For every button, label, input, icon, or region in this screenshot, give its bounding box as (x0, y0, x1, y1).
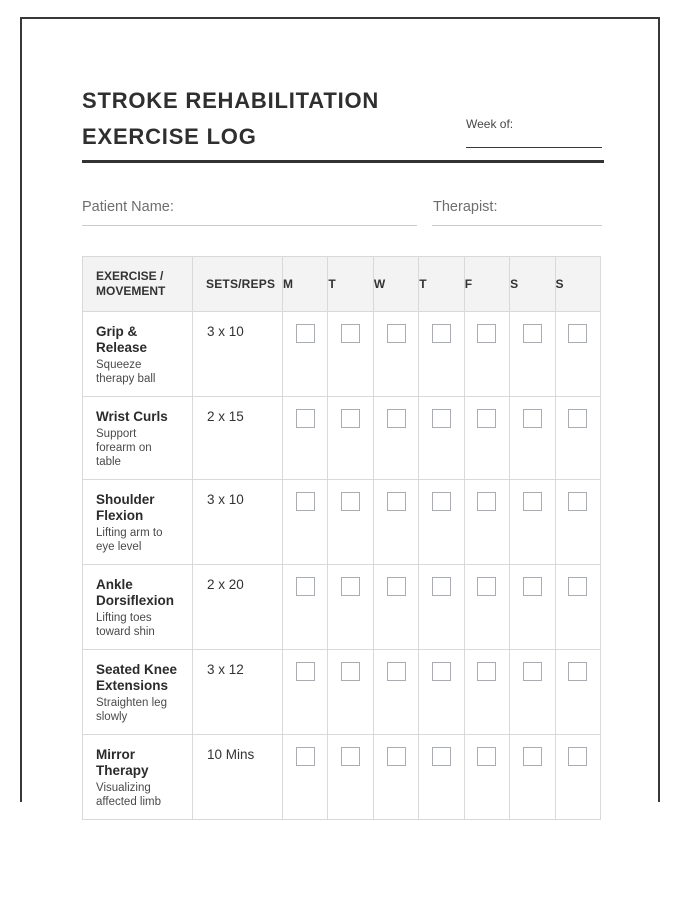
day-checkbox[interactable] (432, 324, 451, 343)
day-checkbox[interactable] (477, 747, 496, 766)
day-checkbox[interactable] (432, 577, 451, 596)
day-check-cell (464, 397, 509, 480)
day-check-cell (510, 397, 555, 480)
day-checkbox[interactable] (387, 747, 406, 766)
day-check-cell (283, 650, 328, 735)
day-checkbox[interactable] (523, 492, 542, 511)
day-check-cell (419, 480, 464, 565)
day-check-cell (464, 735, 509, 820)
day-check-cell (510, 735, 555, 820)
day-check-cell (373, 312, 418, 397)
day-checkbox[interactable] (296, 747, 315, 766)
day-checkbox[interactable] (341, 409, 360, 428)
day-checkbox[interactable] (387, 662, 406, 681)
day-checkbox[interactable] (523, 747, 542, 766)
day-check-cell (419, 650, 464, 735)
table-row (83, 565, 601, 650)
exercise-cell (83, 312, 193, 397)
table-row (83, 312, 601, 397)
exercise-name: Grip & Release (96, 324, 148, 355)
day-check-cell (328, 312, 373, 397)
day-check-cell (555, 312, 600, 397)
day-column-header: F (464, 257, 509, 312)
sets-reps-cell: 3 x 10 (193, 312, 283, 397)
day-column-header: T (419, 257, 464, 312)
day-checkbox[interactable] (477, 324, 496, 343)
sets-reps-cell: 3 x 10 (193, 480, 283, 565)
day-check-cell (555, 650, 600, 735)
day-checkbox[interactable] (523, 409, 542, 428)
day-check-cell (419, 397, 464, 480)
day-check-cell (510, 312, 555, 397)
day-checkbox[interactable] (296, 662, 315, 681)
day-checkbox[interactable] (296, 577, 315, 596)
day-check-cell (328, 735, 373, 820)
sets-reps-cell: 3 x 12 (193, 650, 283, 735)
day-column-header: W (373, 257, 418, 312)
day-column-header: M (283, 257, 328, 312)
day-column-header: S (510, 257, 555, 312)
day-check-cell (464, 565, 509, 650)
sets-reps-cell: 2 x 20 (193, 565, 283, 650)
page-title (82, 83, 482, 155)
day-column-header: S (555, 257, 600, 312)
therapist-label: Therapist: (433, 199, 498, 215)
day-check-cell (464, 480, 509, 565)
day-check-cell (373, 397, 418, 480)
exercise-name: Mirror Therapy (96, 747, 149, 778)
exercise-description: Lifting arm to eye level (96, 527, 163, 553)
exercise-cell (83, 480, 193, 565)
day-checkbox[interactable] (568, 409, 587, 428)
day-check-cell (464, 312, 509, 397)
day-check-cell (328, 480, 373, 565)
day-checkbox[interactable] (341, 324, 360, 343)
day-checkbox[interactable] (296, 324, 315, 343)
day-check-cell (510, 565, 555, 650)
day-checkbox[interactable] (477, 409, 496, 428)
exercise-cell (83, 397, 193, 480)
title-divider-rule (82, 160, 604, 163)
sets-column-header: SETS/REPS (193, 257, 283, 312)
table-row (83, 735, 601, 820)
table-row (83, 650, 601, 735)
day-checkbox[interactable] (523, 324, 542, 343)
day-checkbox[interactable] (432, 492, 451, 511)
exercise-table-body (83, 312, 601, 820)
day-checkbox[interactable] (523, 577, 542, 596)
therapist-fill-line[interactable] (432, 225, 602, 226)
day-checkbox[interactable] (387, 577, 406, 596)
exercise-description: Squeeze therapy ball (96, 359, 156, 385)
day-checkbox[interactable] (387, 324, 406, 343)
day-checkbox[interactable] (568, 577, 587, 596)
day-checkbox[interactable] (341, 492, 360, 511)
day-checkbox[interactable] (568, 324, 587, 343)
day-check-cell (328, 650, 373, 735)
week-of-label: Week of: (466, 117, 514, 131)
exercise-cell (83, 565, 193, 650)
page-content (82, 19, 604, 808)
day-checkbox[interactable] (341, 662, 360, 681)
day-check-cell (328, 397, 373, 480)
patient-name-fill-line[interactable] (82, 225, 417, 226)
day-checkbox[interactable] (432, 662, 451, 681)
day-checkbox[interactable] (296, 409, 315, 428)
exercise-description: Lifting toes toward shin (96, 612, 155, 638)
day-check-cell (510, 480, 555, 565)
day-check-cell (555, 480, 600, 565)
day-check-cell (283, 565, 328, 650)
day-checkbox[interactable] (387, 409, 406, 428)
exercise-name: Ankle Dorsiflexion (96, 577, 175, 608)
day-column-header: T (328, 257, 373, 312)
exercise-log-table (82, 256, 601, 820)
day-checkbox[interactable] (523, 662, 542, 681)
table-row (83, 397, 601, 480)
table-header-row (83, 257, 601, 312)
sets-reps-cell: 10 Mins (193, 735, 283, 820)
exercise-name: Seated Knee Extensions (96, 662, 178, 693)
day-check-cell (283, 397, 328, 480)
day-checkbox[interactable] (432, 747, 451, 766)
day-checkbox[interactable] (387, 492, 406, 511)
day-check-cell (419, 735, 464, 820)
day-checkbox[interactable] (296, 492, 315, 511)
day-check-cell (555, 735, 600, 820)
day-checkbox[interactable] (341, 577, 360, 596)
day-check-cell (373, 735, 418, 820)
day-check-cell (283, 312, 328, 397)
day-checkbox[interactable] (341, 747, 360, 766)
exercise-description: Visualizing affected limb (96, 782, 161, 808)
table-row (83, 480, 601, 565)
day-check-cell (510, 650, 555, 735)
day-check-cell (283, 480, 328, 565)
day-checkbox[interactable] (477, 662, 496, 681)
exercise-description: Straighten leg slowly (96, 697, 167, 723)
exercise-cell (83, 735, 193, 820)
exercise-name: Shoulder Flexion (96, 492, 155, 523)
exercise-cell (83, 650, 193, 735)
day-checkbox[interactable] (568, 662, 587, 681)
patient-name-label: Patient Name: (82, 199, 174, 215)
day-check-cell (419, 312, 464, 397)
exercise-description: Support forearm on table (96, 428, 152, 468)
day-check-cell (373, 480, 418, 565)
exercise-column-header: EXERCISE / MOVEMENT (83, 257, 193, 312)
page-title-line-2: EXERCISE LOG (82, 124, 257, 149)
day-checkbox[interactable] (568, 492, 587, 511)
day-check-cell (373, 565, 418, 650)
day-check-cell (419, 565, 464, 650)
sets-reps-cell: 2 x 15 (193, 397, 283, 480)
day-checkbox[interactable] (477, 492, 496, 511)
exercise-name: Wrist Curls (96, 409, 168, 424)
day-check-cell (328, 565, 373, 650)
day-check-cell (373, 650, 418, 735)
week-of-fill-line[interactable] (466, 147, 602, 148)
page-title-line-1: STROKE REHABILITATION (82, 88, 380, 113)
day-checkbox[interactable] (477, 577, 496, 596)
day-check-cell (555, 397, 600, 480)
day-checkbox[interactable] (432, 409, 451, 428)
day-checkbox[interactable] (568, 747, 587, 766)
day-check-cell (555, 565, 600, 650)
form-page (20, 17, 660, 808)
day-check-cell (283, 735, 328, 820)
day-check-cell (464, 650, 509, 735)
